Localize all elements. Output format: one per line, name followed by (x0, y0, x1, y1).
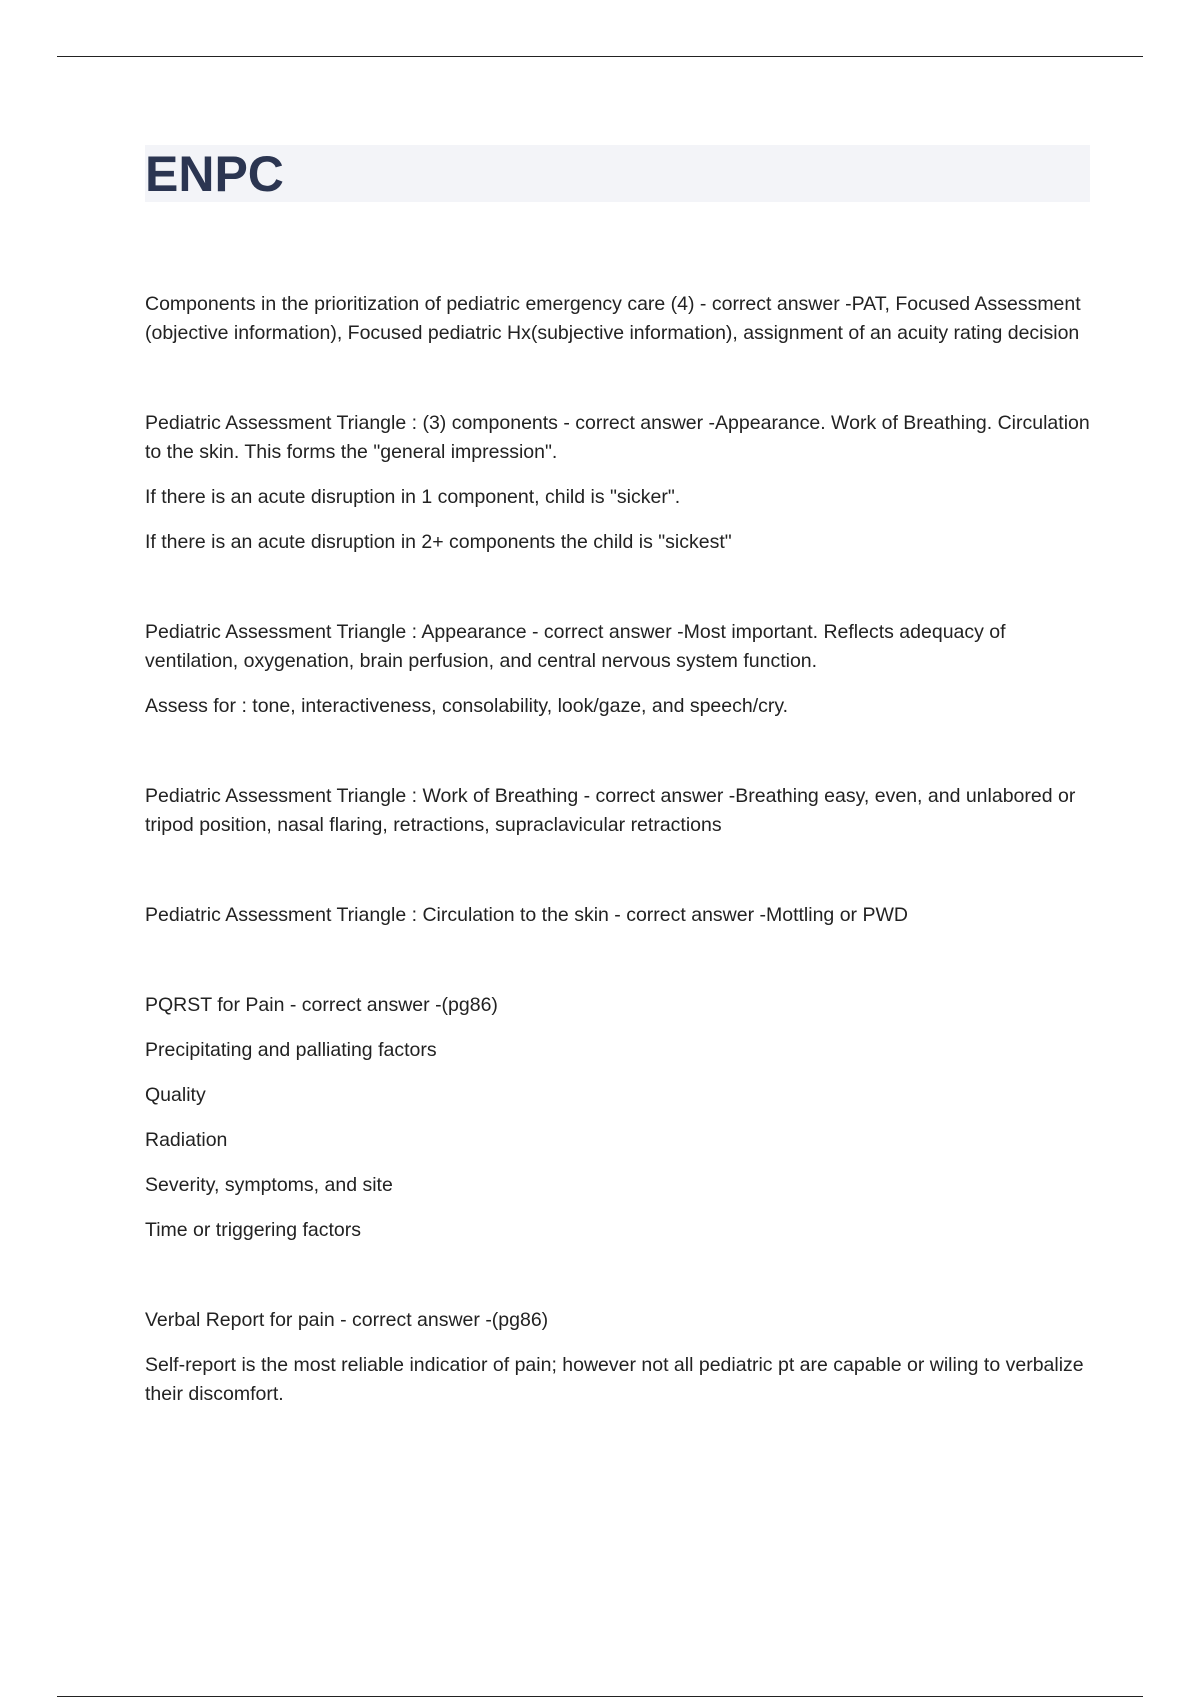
entry-paragraph: If there is an acute disruption in 1 component, child is "sicker". (145, 486, 681, 508)
entry-paragraph: PQRST for Pain - correct answer -(pg86) (145, 994, 498, 1016)
entry-paragraph: Quality (145, 1084, 206, 1106)
entry-paragraph: Time or triggering factors (145, 1219, 362, 1241)
flashcard-entry (145, 991, 1095, 1245)
entry-paragraph: Verbal Report for pain - correct answer -(pg86) (145, 1309, 549, 1331)
entry-paragraph: Pediatric Assessment Triangle : (3) components - correct answer -Appearance. Work of Breathing. Circulation to the skin. This forms the "general impression". (145, 412, 1090, 463)
entry-paragraph: Assess for : tone, interactiveness, consolability, look/gaze, and speech/cry. (145, 695, 789, 717)
flashcard-entry (145, 618, 1095, 721)
flashcard-entry (145, 409, 1095, 557)
entry-paragraph: Radiation (145, 1129, 228, 1151)
flashcard-entry (145, 1306, 1095, 1409)
entry-paragraph: Components in the prioritization of pediatric emergency care (4) - correct answer -PAT, Focused Assessment (objective information), Focused pediatric Hx(subjective information), assignment of an acuity rating decision (145, 293, 1081, 344)
entry-paragraph: Severity, symptoms, and site (145, 1174, 393, 1196)
document-body (145, 290, 1095, 1470)
flashcard-entry (145, 901, 1095, 930)
flashcard-entry (145, 782, 1095, 840)
document-title: ENPC (145, 146, 284, 202)
entry-paragraph: Pediatric Assessment Triangle : Circulation to the skin - correct answer -Mottling or PWD (145, 904, 908, 926)
title-band (145, 145, 1090, 202)
header-rule (57, 56, 1143, 57)
entry-paragraph: Self-report is the most reliable indicatior of pain; however not all pediatric pt are capable or wiling to verbalize their discomfort. (145, 1354, 1084, 1405)
entry-paragraph: If there is an acute disruption in 2+ components the child is "sickest" (145, 531, 732, 553)
flashcard-entry (145, 290, 1095, 348)
entry-paragraph: Pediatric Assessment Triangle : Work of Breathing - correct answer -Breathing easy, even, and unlabored or tripod position, nasal flaring, retractions, supraclavicular retractions (145, 785, 1076, 836)
entry-paragraph: Precipitating and palliating factors (145, 1039, 437, 1061)
footer-rule (57, 1696, 1143, 1697)
entry-paragraph: Pediatric Assessment Triangle : Appearance - correct answer -Most important. Reflects adequacy of ventilation, oxygenation, brain perfusion, and central nervous system function. (145, 621, 1006, 672)
